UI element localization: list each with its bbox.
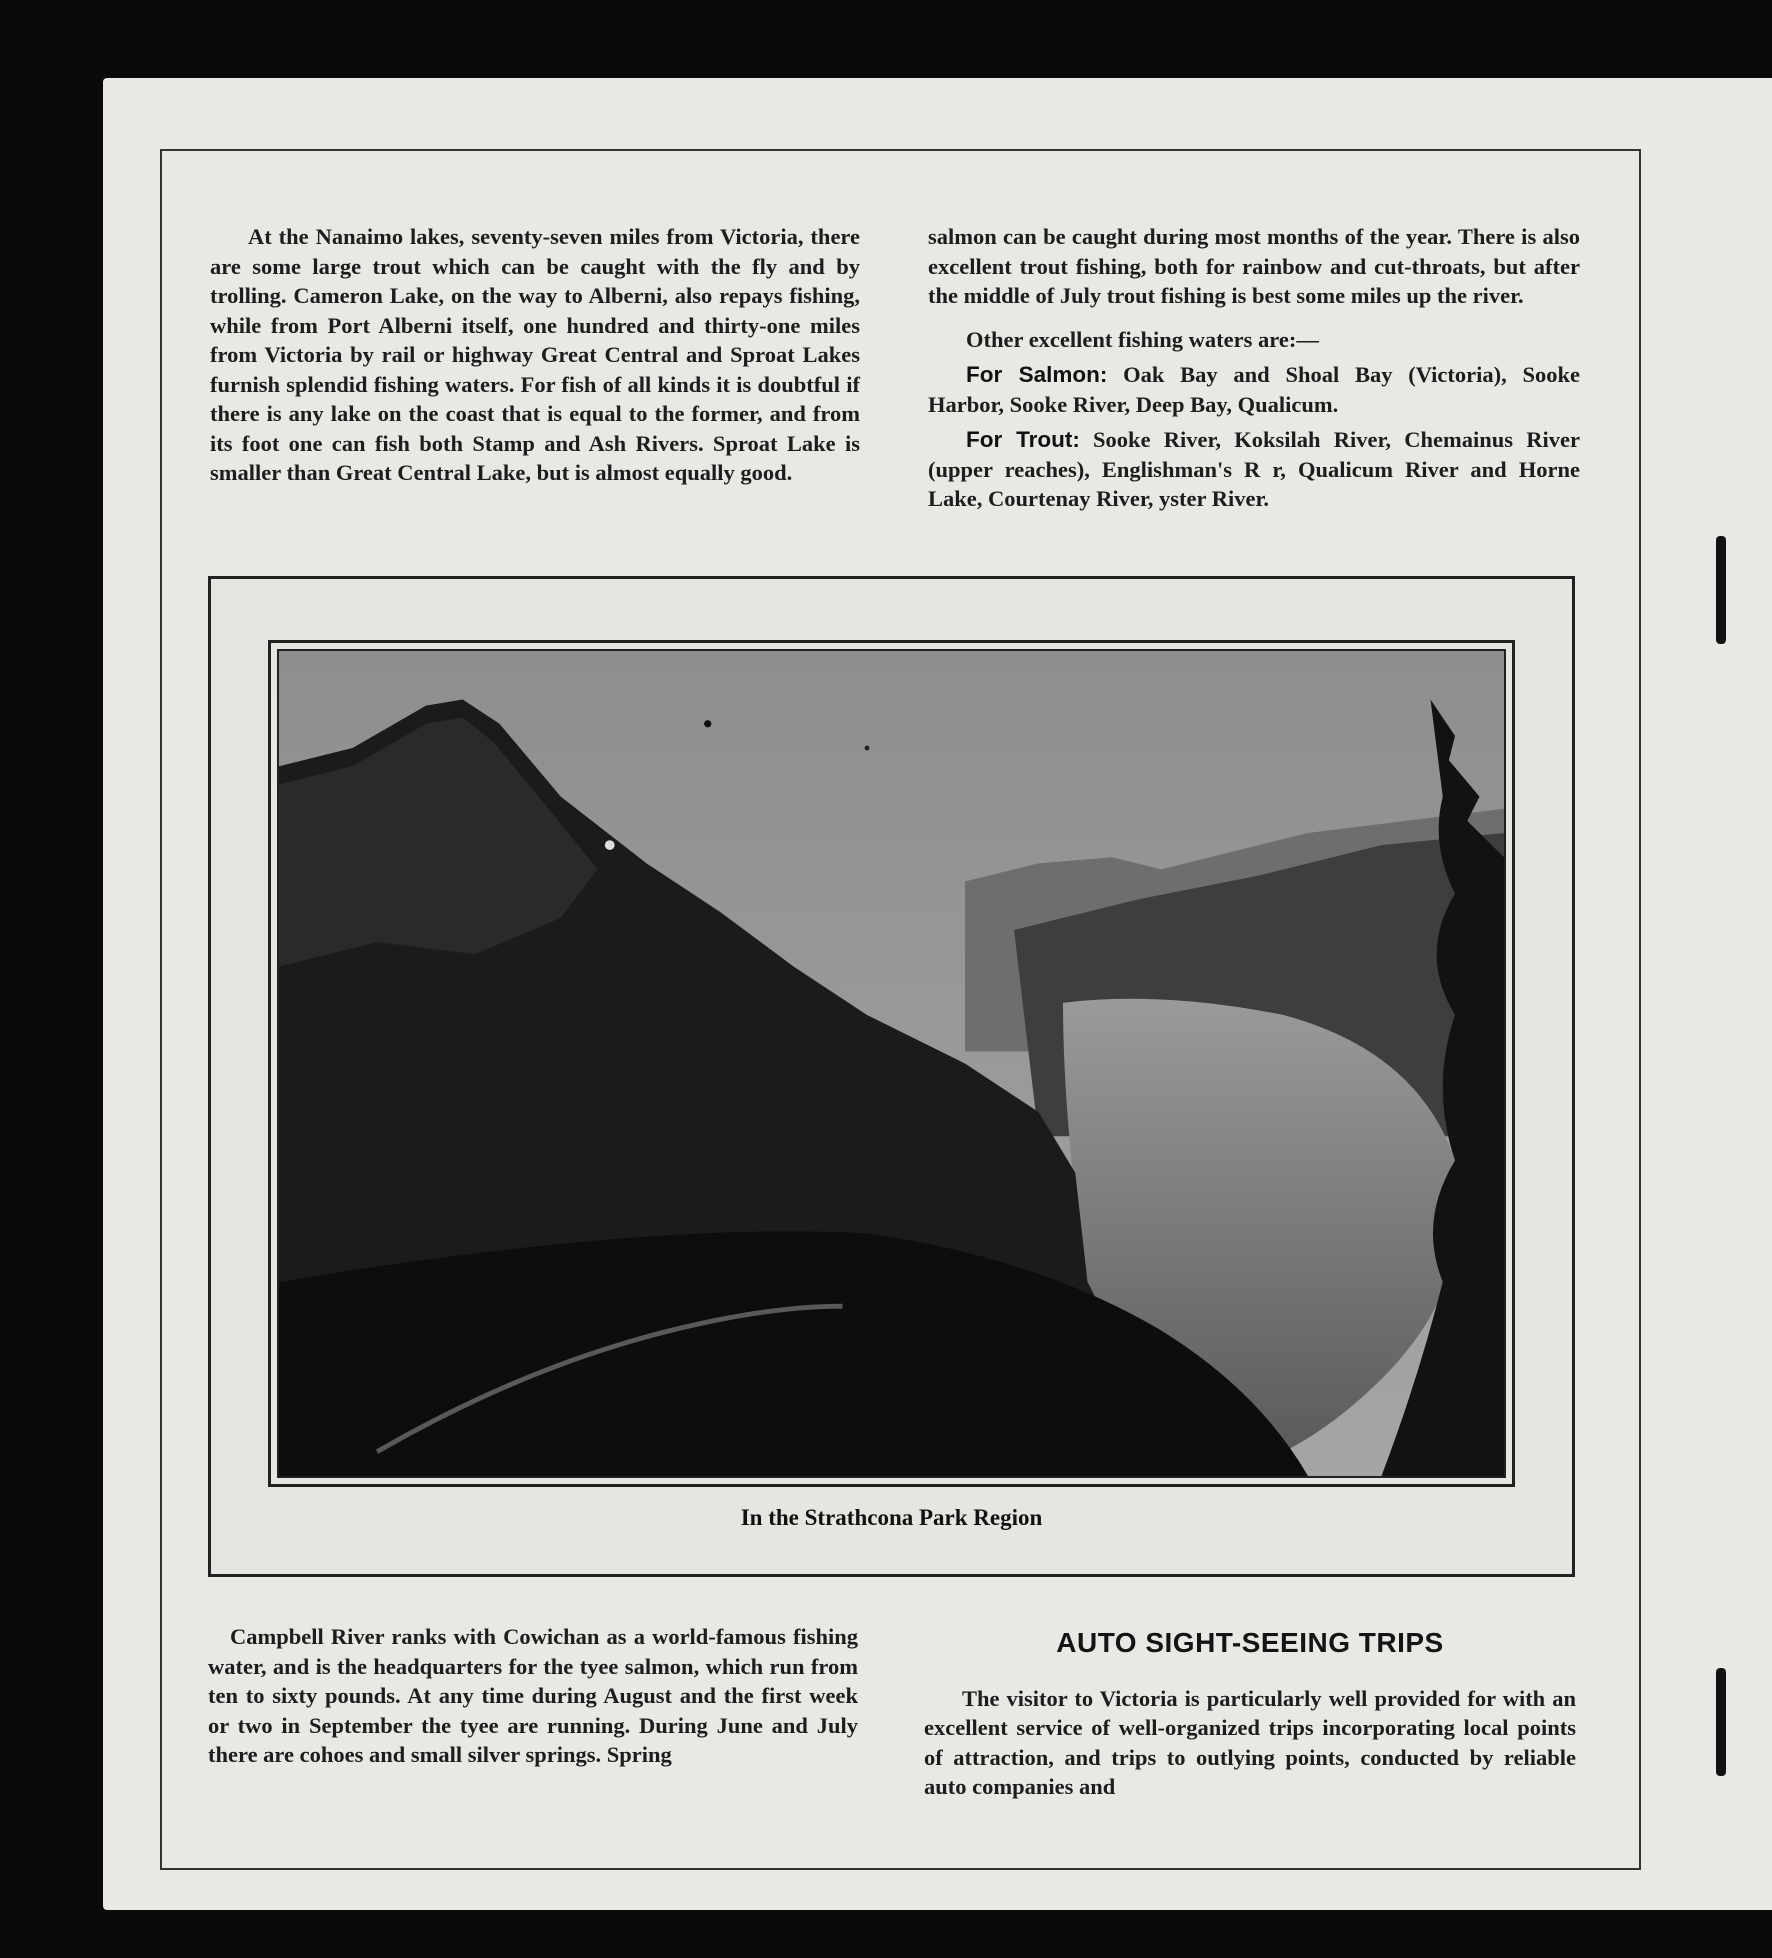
binding-mark-bottom — [1716, 1668, 1726, 1776]
list-trout-waters — [928, 425, 1580, 514]
trout-lead-label: For Trout: — [966, 427, 1080, 452]
paragraph-campbell-river: Campbell River ranks with Cowichan as a world-famous fishing water, and is the headquarters for the tyee salmon, which run from ten to sixty pounds. At any time during August and the first week or two in September the tyee are running. During June and July there are cohoes and small silver springs. Spring — [208, 1624, 858, 1767]
section-heading-auto-trips: AUTO SIGHT-SEEING TRIPS — [1056, 1627, 1444, 1658]
column-bottom-left — [208, 1622, 858, 1770]
paragraph-auto-trips: The visitor to Victoria is particularly well provided for with an excellent service of well-organized trips incorporating local points of attraction, and trips to outlying points, conducted by reliable auto companies and — [924, 1685, 1576, 1799]
column-top-right — [928, 222, 1580, 514]
mountain-lake-image — [279, 651, 1504, 1476]
salmon-waters-text: Oak Bay and Shoal Bay (Victoria), Sooke Harbor, Sooke River, Deep Bay, Qualicum. — [928, 362, 1580, 417]
salmon-lead-label: For Salmon: — [966, 362, 1108, 387]
list-salmon-waters — [928, 360, 1580, 419]
paragraph-salmon-continued: salmon can be caught during most months of the year. There is also excellent trout fishing, both for rainbow and cut-throats, but after the middle of July trout fishing is best some miles up the river. — [928, 224, 1580, 308]
paragraph-nanaimo-lakes: At the Nanaimo lakes, seventy-seven miles from Victoria, there are some large trout which can be caught with the fly and by trolling. Cameron Lake, on the way to Alberni, also repays fishing, while from Port Alberni itself, one hundred and thirty-one miles from Victoria by rail or highway Great Central and Sproat Lakes furnish splendid fishing waters. For fish of all kinds it is doubtful if there is any lake on the coast that is equal to the former, and from its foot one can fish both Stamp and Ash Rivers. Sproat Lake is smaller than Great Central Lake, but is almost equally good. — [210, 224, 860, 485]
trout-waters-text: Sooke River, Koksilah River, Chemainus River (upper reaches), Englishman's R r, Qualicum River and Horne Lake, Courtenay River, yster River. — [928, 427, 1580, 511]
column-bottom-right — [924, 1622, 1576, 1802]
binding-mark-top — [1716, 536, 1726, 644]
paragraph-other-waters: Other excellent fishing waters are:— — [966, 326, 1319, 352]
photo-panel — [208, 576, 1575, 1577]
photo-frame — [268, 640, 1515, 1487]
photo-caption: In the Strathcona Park Region — [740, 1505, 1043, 1530]
strathcona-photo — [277, 649, 1506, 1478]
column-top-left — [210, 222, 860, 488]
